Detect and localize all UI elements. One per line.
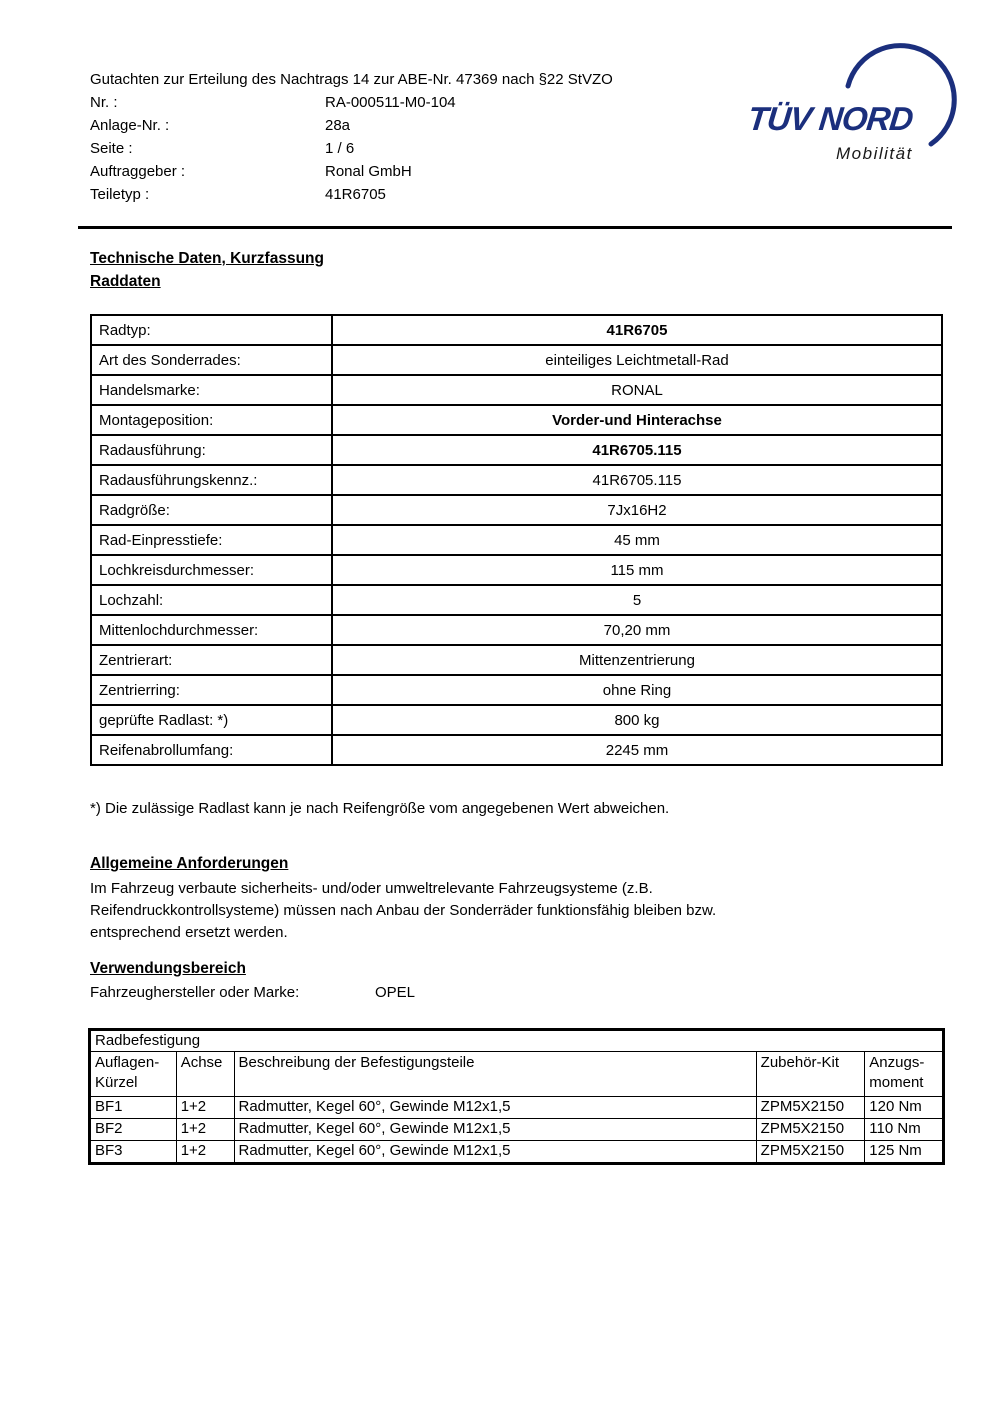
label-cell: Zentrierart: (91, 645, 332, 675)
fahrzeughersteller-label: Fahrzeughersteller oder Marke: (90, 983, 300, 1001)
allgemeine-text-line: Reifendruckkontrollsysteme) müssen nach Anbau der Sonderräder funktionsfähig bleiben bzw. (90, 901, 717, 919)
value-cell: 45 mm (332, 525, 942, 555)
value-cell: 800 kg (332, 705, 942, 735)
radbefestigung-title-row (90, 1030, 944, 1052)
field-value: 28a (325, 117, 351, 134)
data-cell: ZPM5X2150 (756, 1097, 865, 1119)
value-cell: 7Jx16H2 (332, 495, 942, 525)
heading-raddaten: Raddaten (90, 272, 161, 290)
value-cell: ohne Ring (332, 675, 942, 705)
column-header-auflagen-kuerzel: Auflagen-Kürzel (90, 1052, 177, 1097)
table-row (91, 345, 942, 375)
label-cell: Montageposition: (91, 405, 332, 435)
table-row (90, 1119, 944, 1141)
header-field-seite (90, 137, 613, 160)
label-cell: geprüfte Radlast: *) (91, 705, 332, 735)
data-cell: 120 Nm (865, 1097, 944, 1119)
table-row (90, 1097, 944, 1119)
table-row (91, 675, 942, 705)
table-row (91, 615, 942, 645)
label-cell: Zentrierring: (91, 675, 332, 705)
value-cell: 2245 mm (332, 735, 942, 765)
tuv-nord-logo (748, 40, 963, 175)
raddaten-table (90, 314, 943, 766)
doc-header (90, 68, 613, 206)
radbefestigung-title: Radbefestigung (90, 1030, 944, 1052)
logo-subtitle: Mobilität (836, 144, 913, 163)
table-row (91, 405, 942, 435)
radbefestigung-header-row (90, 1052, 944, 1097)
field-label: Seite : (90, 140, 133, 157)
table-row (91, 525, 942, 555)
header-field-anlage (90, 114, 613, 137)
label-cell: Mittenlochdurchmesser: (91, 615, 332, 645)
value-cell: einteiliges Leichtmetall-Rad (332, 345, 942, 375)
allgemeine-text-line: Im Fahrzeug verbaute sicherheits- und/oder umweltrelevante Fahrzeugsysteme (z.B. (90, 879, 653, 897)
heading-allgemeine-anforderungen: Allgemeine Anforderungen (90, 855, 289, 872)
data-cell: ZPM5X2150 (756, 1141, 865, 1164)
data-cell: Radmutter, Kegel 60°, Gewinde M12x1,5 (234, 1097, 756, 1119)
data-cell: 110 Nm (865, 1119, 944, 1141)
column-header-beschreibung: Beschreibung der Befestigungsteile (234, 1052, 756, 1097)
label-cell: Radgröße: (91, 495, 332, 525)
label-cell: Lochkreisdurchmesser: (91, 555, 332, 585)
field-value: RA-000511-M0-104 (325, 94, 456, 111)
field-value: 41R6705 (325, 186, 386, 203)
column-header-achse: Achse (176, 1052, 234, 1097)
field-label: Auftraggeber : (90, 163, 186, 180)
allgemeine-text-line: entsprechend ersetzt werden. (90, 923, 288, 941)
value-cell: Mittenzentrierung (332, 645, 942, 675)
value-cell: 70,20 mm (332, 615, 942, 645)
label-cell: Rad-Einpresstiefe: (91, 525, 332, 555)
radlast-footnote: *) Die zulässige Radlast kann je nach Reifengröße vom angegebenen Wert abweichen. (90, 800, 670, 817)
data-cell: Radmutter, Kegel 60°, Gewinde M12x1,5 (234, 1141, 756, 1164)
fahrzeughersteller-row (90, 981, 415, 1004)
header-divider (78, 226, 952, 229)
data-cell: BF3 (90, 1141, 177, 1164)
table-row (91, 735, 942, 765)
header-field-auftraggeber (90, 160, 613, 183)
value-cell: 41R6705 (332, 315, 942, 345)
label-cell: Radausführungskennz.: (91, 465, 332, 495)
label-cell: Radausführung: (91, 435, 332, 465)
field-label: Teiletyp : (90, 186, 150, 203)
data-cell: BF2 (90, 1119, 177, 1141)
table-row (91, 645, 942, 675)
heading-verwendungsbereich: Verwendungsbereich (90, 960, 246, 977)
table-row (91, 435, 942, 465)
table-row (91, 705, 942, 735)
table-row (91, 495, 942, 525)
table-row (91, 465, 942, 495)
label-cell: Lochzahl: (91, 585, 332, 615)
field-value: Ronal GmbH (325, 163, 412, 180)
heading-technische-daten: Technische Daten, Kurzfassung (90, 250, 324, 267)
value-cell: 41R6705.115 (332, 465, 942, 495)
data-cell: BF1 (90, 1097, 177, 1119)
data-cell: 1+2 (176, 1119, 234, 1141)
document-title: Gutachten zur Erteilung des Nachtrags 14 zur ABE-Nr. 47369 nach §22 StVZO (90, 71, 613, 88)
label-cell: Reifenabrollumfang: (91, 735, 332, 765)
data-cell: ZPM5X2150 (756, 1119, 865, 1141)
field-label: Nr. : (90, 94, 118, 111)
data-cell: 125 Nm (865, 1141, 944, 1164)
data-cell: Radmutter, Kegel 60°, Gewinde M12x1,5 (234, 1119, 756, 1141)
value-cell: RONAL (332, 375, 942, 405)
verwendungsbereich-section (90, 958, 415, 1004)
column-header-anzugsmoment: Anzugs-moment (865, 1052, 944, 1097)
tech-section-headings (90, 248, 324, 293)
label-cell: Art des Sonderrades: (91, 345, 332, 375)
data-cell: 1+2 (176, 1097, 234, 1119)
radbefestigung-table (88, 1028, 945, 1165)
logo-wordmark: TÜV NORD (746, 100, 915, 137)
header-field-nr (90, 91, 613, 114)
header-field-teiletyp (90, 183, 613, 206)
data-cell: 1+2 (176, 1141, 234, 1164)
table-row (91, 585, 942, 615)
table-row (90, 1141, 944, 1164)
fahrzeughersteller-value: OPEL (375, 983, 416, 1001)
value-cell: Vorder-und Hinterachse (332, 405, 942, 435)
value-cell: 5 (332, 585, 942, 615)
field-value: 1 / 6 (325, 140, 355, 157)
table-row (91, 375, 942, 405)
column-header-zubehoer-kit: Zubehör-Kit (756, 1052, 865, 1097)
value-cell: 115 mm (332, 555, 942, 585)
field-label: Anlage-Nr. : (90, 117, 170, 134)
table-row (91, 555, 942, 585)
label-cell: Handelsmarke: (91, 375, 332, 405)
value-cell: 41R6705.115 (332, 435, 942, 465)
allgemeine-anforderungen-section (90, 853, 716, 944)
label-cell: Radtyp: (91, 315, 332, 345)
table-row (91, 315, 942, 345)
